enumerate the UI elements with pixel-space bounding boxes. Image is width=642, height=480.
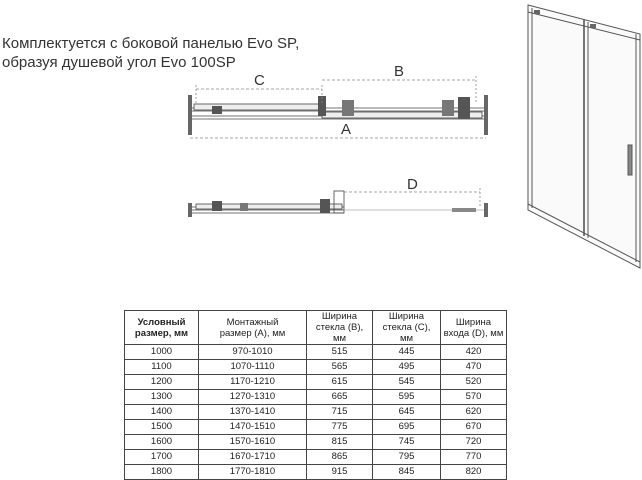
cell-nominal: 1000	[125, 345, 199, 360]
description-line-1: Комплектуется с боковой панелью Evo SP,	[2, 35, 300, 52]
table-row	[125, 420, 507, 435]
cell-glass-b: 775	[307, 420, 373, 435]
table-row	[125, 390, 507, 405]
table-row	[125, 360, 507, 375]
table-row	[125, 465, 507, 480]
cell-glass-b: 615	[307, 375, 373, 390]
cell-mounting: 1170-1210	[199, 375, 307, 390]
cell-glass-c: 845	[373, 465, 441, 480]
header-entry-width-d: Ширина входа (D), мм	[441, 311, 507, 345]
cell-mounting: 1670-1710	[199, 450, 307, 465]
cell-nominal: 1600	[125, 435, 199, 450]
cell-entry-d: 420	[441, 345, 507, 360]
header-nominal-size: Условный размер, мм	[125, 311, 199, 345]
cell-mounting: 970-1010	[199, 345, 307, 360]
cell-mounting: 1370-1410	[199, 405, 307, 420]
cell-mounting: 1770-1810	[199, 465, 307, 480]
cell-nominal: 1500	[125, 420, 199, 435]
description-line-2: образуя душевой угол Evo 100SP	[2, 54, 236, 71]
cell-entry-d: 620	[441, 405, 507, 420]
cell-glass-c: 595	[373, 390, 441, 405]
cell-glass-b: 515	[307, 345, 373, 360]
cell-glass-b: 565	[307, 360, 373, 375]
cell-glass-b: 815	[307, 435, 373, 450]
cell-entry-d: 670	[441, 420, 507, 435]
cell-nominal: 1400	[125, 405, 199, 420]
cell-glass-b: 865	[307, 450, 373, 465]
size-table	[124, 310, 507, 480]
cell-entry-d: 770	[441, 450, 507, 465]
cell-nominal: 1100	[125, 360, 199, 375]
cell-entry-d: 470	[441, 360, 507, 375]
cell-entry-d: 520	[441, 375, 507, 390]
cell-entry-d: 570	[441, 390, 507, 405]
cell-nominal: 1300	[125, 390, 199, 405]
dimension-label-b: B	[394, 63, 405, 80]
cell-glass-c: 745	[373, 435, 441, 450]
header-glass-width-b: Ширина стекла (В), мм	[307, 311, 373, 345]
cell-glass-b: 715	[307, 405, 373, 420]
table-row	[125, 435, 507, 450]
cell-mounting: 1570-1610	[199, 435, 307, 450]
cell-glass-c: 545	[373, 375, 441, 390]
cell-glass-b: 915	[307, 465, 373, 480]
header-mounting-size: Монтажный размер (А), мм	[199, 311, 307, 345]
cell-mounting: 1070-1110	[199, 360, 307, 375]
cell-entry-d: 820	[441, 465, 507, 480]
table-row	[125, 375, 507, 390]
table-row	[125, 405, 507, 420]
table-row	[125, 450, 507, 465]
plan-view-closed	[188, 76, 488, 138]
dimension-label-c: C	[254, 72, 265, 89]
cell-glass-c: 445	[373, 345, 441, 360]
table-row	[125, 345, 507, 360]
cell-glass-b: 665	[307, 390, 373, 405]
cell-nominal: 1800	[125, 465, 199, 480]
cell-glass-c: 645	[373, 405, 441, 420]
cell-glass-c: 495	[373, 360, 441, 375]
dimension-label-d: D	[407, 176, 418, 193]
dimension-label-a: A	[341, 121, 352, 138]
cell-nominal: 1700	[125, 450, 199, 465]
cell-nominal: 1200	[125, 375, 199, 390]
header-glass-width-c: Ширина стекла (С), мм	[373, 311, 441, 345]
plan-view-open	[188, 188, 488, 217]
cell-mounting: 1270-1310	[199, 390, 307, 405]
cell-glass-c: 795	[373, 450, 441, 465]
door-elevation	[528, 5, 640, 268]
cell-mounting: 1470-1510	[199, 420, 307, 435]
cell-glass-c: 695	[373, 420, 441, 435]
cell-entry-d: 720	[441, 435, 507, 450]
table-header-row	[125, 311, 507, 345]
